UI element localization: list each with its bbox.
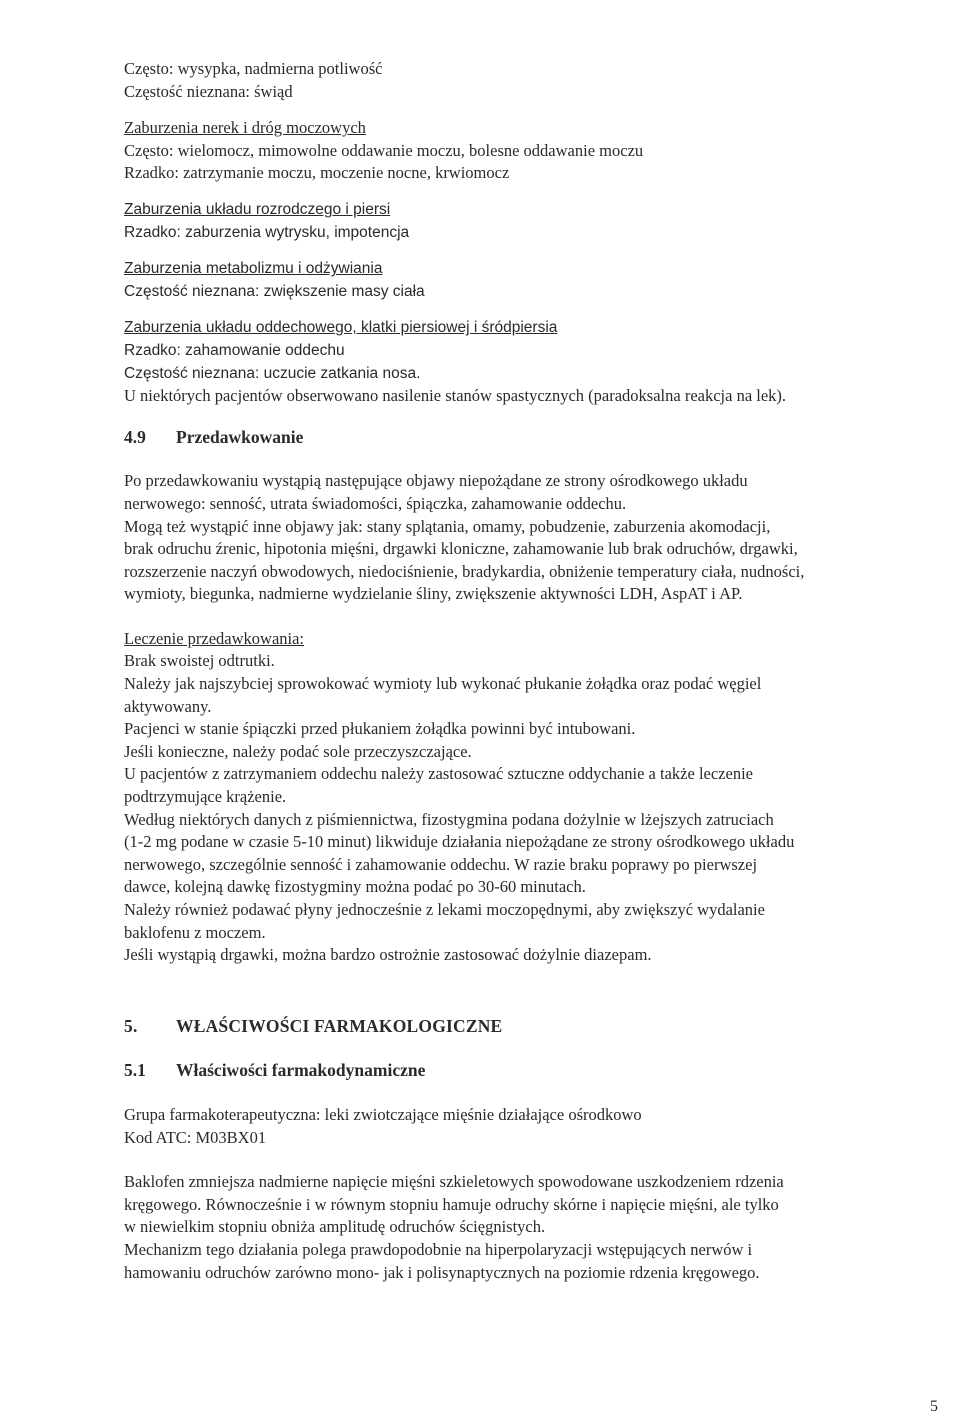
text-line: rozszerzenie naczyń obwodowych, niedociśnienie, bradykardia, obniżenie temperatury ciała, nudności, xyxy=(124,561,805,581)
atc-code: Kod ATC: M03BX01 xyxy=(124,1127,267,1147)
document-page xyxy=(124,58,950,1284)
text-line: wymioty, biegunka, nadmierne wydzielanie śliny, zwiększenie aktywności LDH, AspAT i AP. xyxy=(124,584,743,604)
text-line: Często: wielomocz, mimowolne oddawanie moczu, bolesne oddawanie moczu xyxy=(124,140,644,160)
heading-number: 5. xyxy=(124,1015,138,1036)
section-subtitle: Zaburzenia układu oddechowego, klatki piersiowej i śródpiersia xyxy=(124,319,558,337)
text-line: Należy jak najszybciej sprowokować wymioty lub wykonać płukanie żołądka oraz podać węgiel xyxy=(124,674,762,694)
heading-title: WŁAŚCIWOŚCI FARMAKOLOGICZNE xyxy=(176,1015,503,1036)
text-line: nerwowego, szczególnie senność i zahamowanie oddechu. W razie braku poprawy po pierwszej xyxy=(124,854,758,874)
text-line: Częstość nieznana: świąd xyxy=(124,81,293,101)
text-line: Pacjenci w stanie śpiączki przed płukaniem żołądka powinni być intubowani. xyxy=(124,719,636,739)
pharmacology-heading xyxy=(124,1015,950,1038)
text-line: Rzadko: zahamowanie oddechu xyxy=(124,341,345,359)
treatment-section xyxy=(124,628,950,967)
text-line: brak odruchu źrenic, hipotonia mięśni, drgawki kloniczne, zahamowanie lub brak odruchów, drgawki, xyxy=(124,539,798,559)
heading-number: 4.9 xyxy=(124,426,146,447)
text-line: U niektórych pacjentów obserwowano nasilenie stanów spastycznych (paradoksalna reakcja na lek). xyxy=(124,386,787,406)
skin-effects-block xyxy=(124,58,950,103)
text-line: Jeśli wystąpią drgawki, można bardzo ostrożnie zastosować dożylnie diazepam. xyxy=(124,945,652,965)
text-line: Rzadko: zaburzenia wytrysku, impotencja xyxy=(124,223,410,241)
overdose-heading xyxy=(124,426,950,449)
section-subtitle: Leczenie przedawkowania: xyxy=(124,628,305,648)
text-line: Częstość nieznana: zwiększenie masy ciała xyxy=(124,282,425,300)
pharmacodynamics-heading xyxy=(124,1059,950,1082)
text-line: Mechanizm tego działania polega prawdopodobnie na hiperpolaryzacji wstępujących nerwów i xyxy=(124,1239,753,1259)
text-line: Brak swoistej odtrutki. xyxy=(124,651,275,671)
text-line: Mogą też wystąpić inne objawy jak: stany splątania, omamy, pobudzenie, zaburzenia akomodacji, xyxy=(124,516,771,536)
text-line: U pacjentów z zatrzymaniem oddechu należy zastosować sztuczne oddychanie a także leczenie xyxy=(124,764,753,784)
text-line: Rzadko: zatrzymanie moczu, moczenie nocne, krwiomocz xyxy=(124,163,510,183)
heading-title: Właściwości farmakodynamiczne xyxy=(176,1060,426,1081)
text-line: Po przedawkowaniu wystąpią następujące objawy niepożądane ze strony ośrodkowego układu xyxy=(124,471,748,491)
text-line: nerwowego: senność, utrata świadomości, śpiączka, zahamowanie oddechu. xyxy=(124,493,627,513)
section-subtitle: Zaburzenia układu rozrodczego i piersi xyxy=(124,200,391,218)
reproductive-section xyxy=(124,199,950,244)
metabolism-section xyxy=(124,258,950,303)
overdose-section xyxy=(124,470,950,606)
section-subtitle: Zaburzenia nerek i dróg moczowych xyxy=(124,118,366,138)
text-line: Baklofen zmniejsza nadmierne napięcie mięśni szkieletowych spowodowane uszkodzeniem rdzenia xyxy=(124,1172,784,1192)
text-line: Według niektórych danych z piśmiennictwa, fizostygmina podana dożylnie w lżejszych zatruciach xyxy=(124,809,774,829)
text-line: podtrzymujące krążenie. xyxy=(124,787,287,807)
text-line: kręgowego. Równocześnie i w równym stopniu hamuje odruchy skórne i napięcie mięśni, ale tylko xyxy=(124,1194,779,1214)
text-line: baklofenu z moczem. xyxy=(124,922,266,942)
text-line: hamowaniu odruchów zarówno mono- jak i polisynaptycznych na poziomie rdzenia kręgowego. xyxy=(124,1262,760,1282)
section-subtitle: Zaburzenia metabolizmu i odżywiania xyxy=(124,260,383,278)
heading-number: 5.1 xyxy=(124,1060,146,1081)
text-line: Częstość nieznana: uczucie zatkania nosa. xyxy=(124,364,421,382)
kidney-section xyxy=(124,117,950,185)
text-line: dawce, kolejną dawkę fizostygminy można podać po 30-60 minutach. xyxy=(124,877,586,897)
pharmacodynamics-section xyxy=(124,1104,950,1284)
text-line: Należy również podawać płyny jednocześnie z lekami moczopędnymi, aby zwiększyć wydalanie xyxy=(124,900,765,919)
page-number: 5 xyxy=(930,1398,938,1415)
text-line: aktywowany. xyxy=(124,696,212,716)
text-line: (1-2 mg podane w czasie 5-10 minut) likwiduje działania niepożądane ze strony ośrodkowego układu xyxy=(124,832,795,852)
text-line: w niewielkim stopniu obniża amplitudę odruchów ścięgnistych. xyxy=(124,1217,546,1237)
text-line: Często: wysypka, nadmierna potliwość xyxy=(124,59,383,78)
text-line: Jeśli konieczne, należy podać sole przeczyszczające. xyxy=(124,741,472,761)
text-line: Grupa farmakoterapeutyczna: leki zwiotczające mięśnie działające ośrodkowo xyxy=(124,1104,642,1124)
respiratory-section xyxy=(124,317,950,407)
heading-title: Przedawkowanie xyxy=(176,426,304,447)
